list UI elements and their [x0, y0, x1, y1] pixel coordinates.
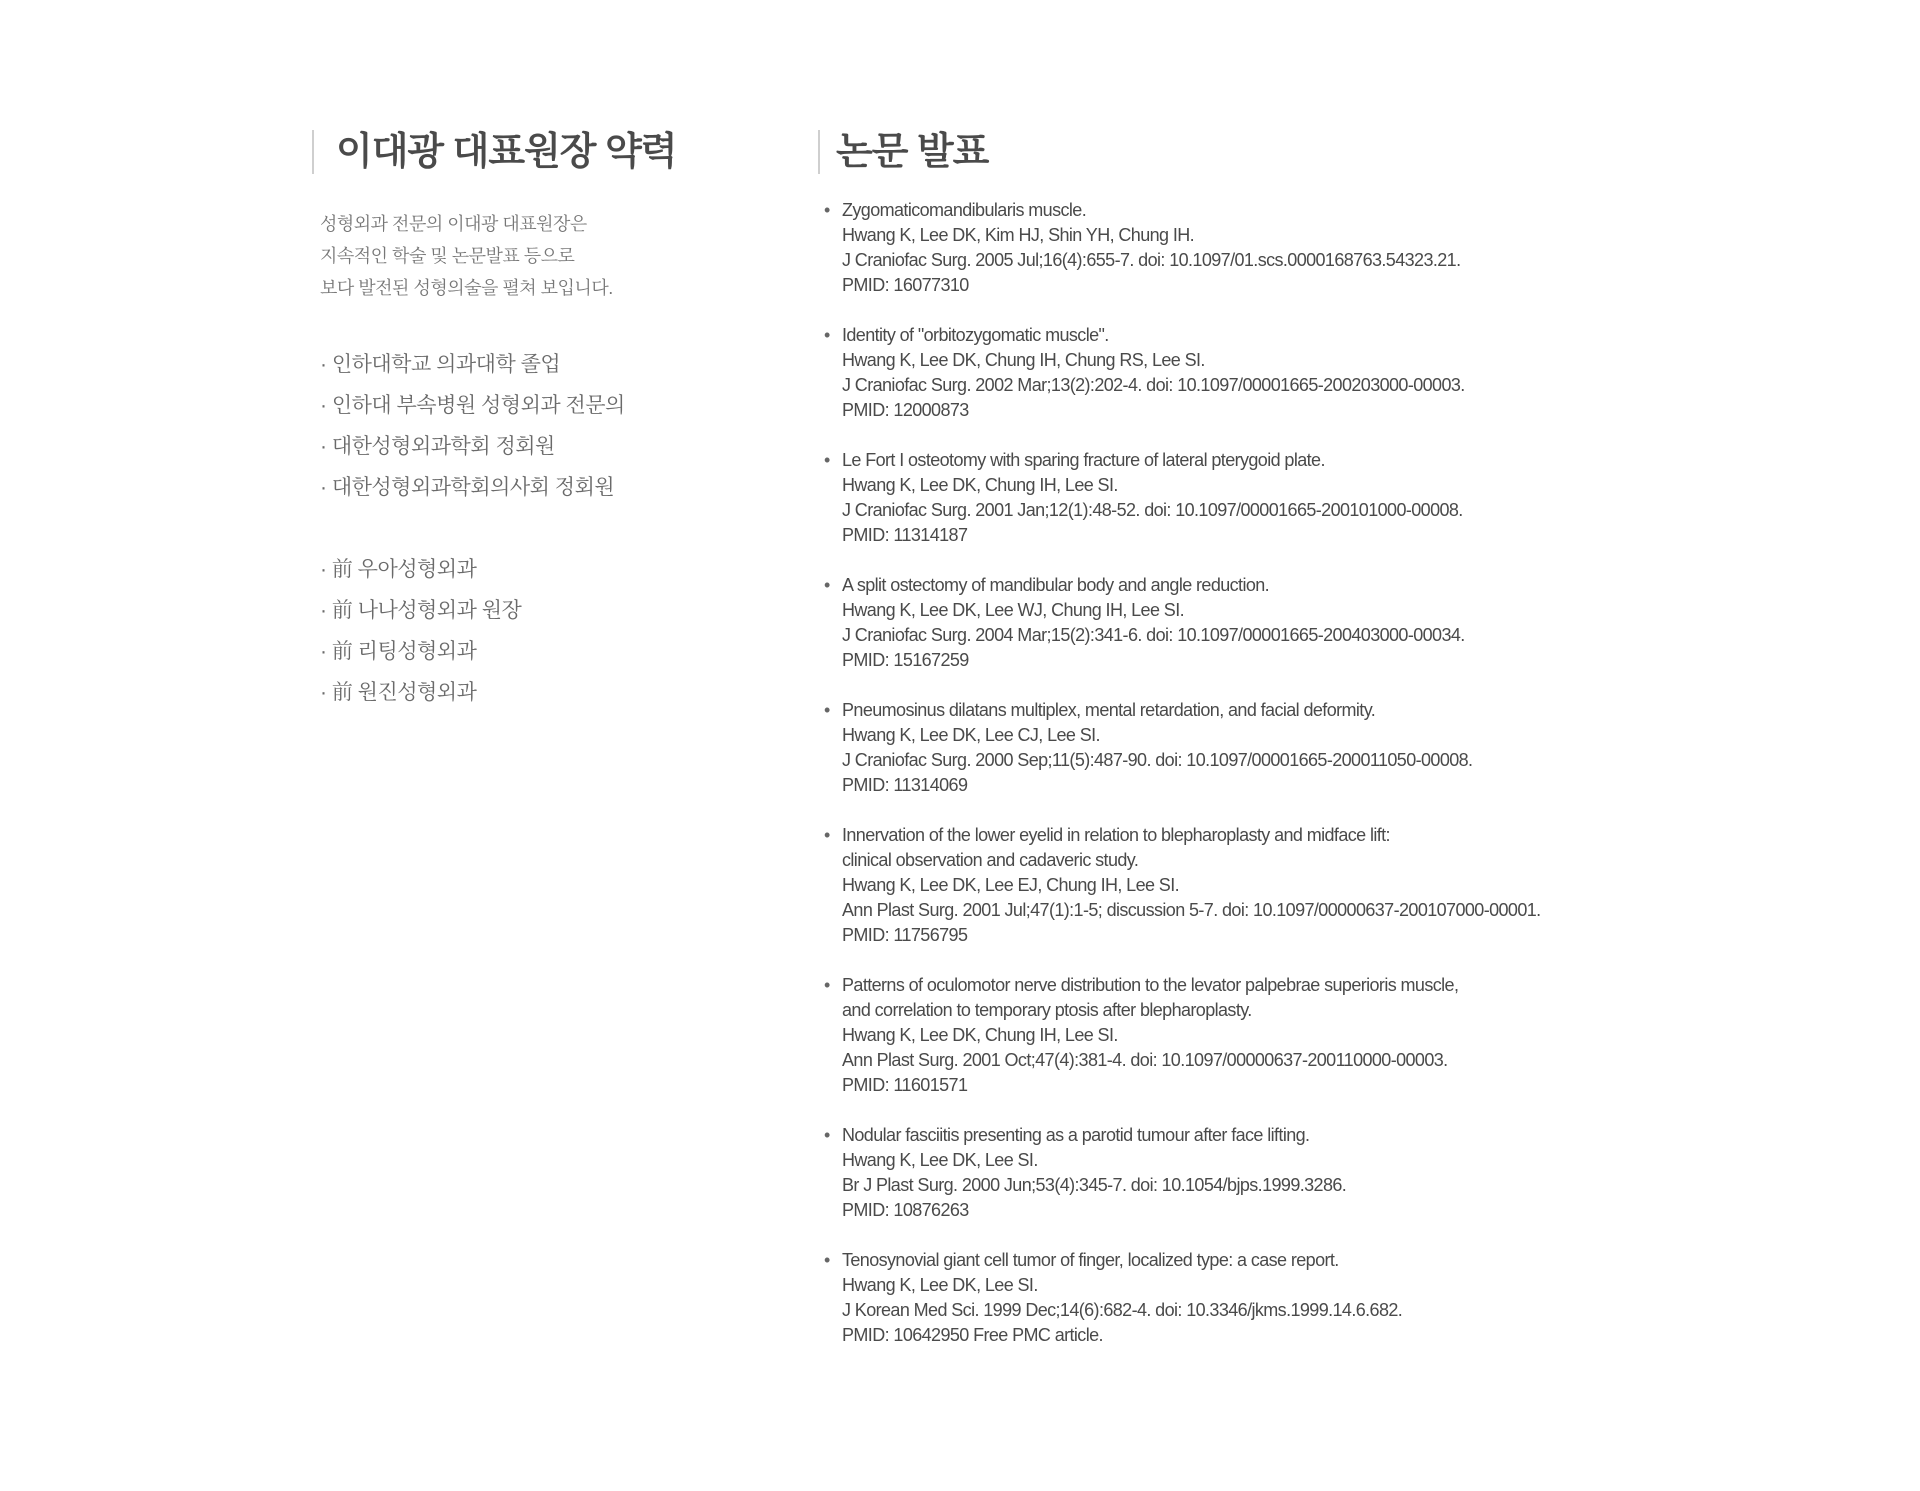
publication-item	[818, 448, 1818, 548]
publication-detail: J Craniofac Surg. 2000 Sep;11(5):487-90. doi: 10.1097/00001665-200011050-00008.	[842, 750, 1473, 770]
publication-item	[818, 1248, 1818, 1348]
publication-detail: PMID: 16077310	[842, 275, 969, 295]
career-item: · 인하대 부속병원 성형외과 전문의	[320, 394, 625, 417]
publication-detail: J Korean Med Sci. 1999 Dec;14(6):682-4. doi: 10.3346/jkms.1999.14.6.682.	[842, 1300, 1403, 1320]
publication-item	[818, 823, 1818, 948]
publication-detail: J Craniofac Surg. 2001 Jan;12(1):48-52. doi: 10.1097/00001665-200101000-00008.	[842, 500, 1463, 520]
publication-detail: PMID: 10876263	[842, 1200, 969, 1220]
career-item: · 인하대학교 의과대학 졸업	[320, 353, 561, 376]
publication-title: Patterns of oculomotor nerve distribution to the levator palpebrae superioris muscle,	[842, 975, 1459, 995]
career-item: · 前 나나성형외과 원장	[320, 599, 522, 622]
publication-detail: PMID: 15167259	[842, 650, 969, 670]
publications-title: 논문 발표	[818, 130, 1818, 174]
publication-detail: Hwang K, Lee DK, Kim HJ, Shin YH, Chung IH.	[842, 225, 1195, 245]
publication-detail: PMID: 11756795	[842, 925, 968, 945]
publication-detail: PMID: 11314187	[842, 525, 968, 545]
bullet-icon: •	[824, 1125, 830, 1145]
publication-detail: PMID: 11601571	[842, 1075, 968, 1095]
publication-title: A split ostectomy of mandibular body and angle reduction.	[842, 575, 1270, 595]
publication-detail: Hwang K, Lee DK, Chung IH, Lee SI.	[842, 475, 1118, 495]
publication-detail: PMID: 10642950 Free PMC article.	[842, 1325, 1103, 1345]
publication-title: Tenosynovial giant cell tumor of finger, localized type: a case report.	[842, 1250, 1339, 1270]
publication-item	[818, 573, 1818, 673]
publication-detail: Hwang K, Lee DK, Chung IH, Chung RS, Lee SI.	[842, 350, 1205, 370]
intro-line: 지속적인 학술 및 논문발표 등으로	[320, 246, 575, 266]
career-item: · 대한성형외과학회의사회 정회원	[320, 476, 615, 499]
bullet-icon: •	[824, 325, 830, 345]
publication-title: Pneumosinus dilatans multiplex, mental retardation, and facial deformity.	[842, 700, 1376, 720]
publication-title: Innervation of the lower eyelid in relation to blepharoplasty and midface lift:	[842, 825, 1390, 845]
publications-list	[818, 198, 1818, 1348]
publication-detail: Hwang K, Lee DK, Chung IH, Lee SI.	[842, 1025, 1118, 1045]
publication-detail: Hwang K, Lee DK, Lee SI.	[842, 1150, 1038, 1170]
publication-detail: Hwang K, Lee DK, Lee CJ, Lee SI.	[842, 725, 1100, 745]
publication-detail: PMID: 11314069	[842, 775, 968, 795]
bullet-icon: •	[824, 825, 830, 845]
bullet-icon: •	[824, 450, 830, 470]
career-item: · 前 리팅성형외과	[320, 640, 477, 663]
publication-detail: J Craniofac Surg. 2004 Mar;15(2):341-6. doi: 10.1097/00001665-200403000-00034.	[842, 625, 1465, 645]
bullet-icon: •	[824, 575, 830, 595]
publication-detail: Ann Plast Surg. 2001 Oct;47(4):381-4. doi: 10.1097/00000637-200110000-00003.	[842, 1050, 1448, 1070]
career-section	[312, 130, 772, 713]
publication-title: Identity of "orbitozygomatic muscle".	[842, 325, 1109, 345]
education-list	[312, 344, 772, 508]
publication-item	[818, 198, 1818, 298]
career-item: · 前 원진성형외과	[320, 681, 477, 704]
publication-detail: Hwang K, Lee DK, Lee EJ, Chung IH, Lee SI.	[842, 875, 1180, 895]
publication-detail: PMID: 12000873	[842, 400, 969, 420]
publication-detail: and correlation to temporary ptosis after blepharoplasty.	[842, 1000, 1252, 1020]
publication-detail: J Craniofac Surg. 2005 Jul;16(4):655-7. doi: 10.1097/01.scs.0000168763.54323.21.	[842, 250, 1461, 270]
career-item: · 대한성형외과학회 정회원	[320, 435, 555, 458]
career-intro	[312, 208, 772, 304]
publication-item	[818, 973, 1818, 1098]
former-positions-list	[312, 549, 772, 713]
publication-title: Zygomaticomandibularis muscle.	[842, 200, 1087, 220]
publication-item	[818, 1123, 1818, 1223]
publication-detail: Ann Plast Surg. 2001 Jul;47(1):1-5; discussion 5-7. doi: 10.1097/00000637-200107000-00001.	[842, 900, 1541, 920]
bullet-icon: •	[824, 1250, 830, 1270]
bullet-icon: •	[824, 700, 830, 720]
bullet-icon: •	[824, 200, 830, 220]
career-title: 이대광 대표원장 약력	[312, 130, 772, 174]
career-item: · 前 우아성형외과	[320, 558, 477, 581]
publication-detail: Br J Plast Surg. 2000 Jun;53(4):345-7. doi: 10.1054/bjps.1999.3286.	[842, 1175, 1347, 1195]
intro-line: 성형외과 전문의 이대광 대표원장은	[320, 214, 587, 234]
publication-title: Nodular fasciitis presenting as a parotid tumour after face lifting.	[842, 1125, 1310, 1145]
intro-line: 보다 발전된 성형의술을 펼쳐 보입니다.	[320, 278, 613, 298]
publication-detail: Hwang K, Lee DK, Lee SI.	[842, 1275, 1038, 1295]
publication-detail: J Craniofac Surg. 2002 Mar;13(2):202-4. doi: 10.1097/00001665-200203000-00003.	[842, 375, 1465, 395]
publication-detail: clinical observation and cadaveric study.	[842, 850, 1139, 870]
publication-detail: Hwang K, Lee DK, Lee WJ, Chung IH, Lee SI.	[842, 600, 1184, 620]
publication-item	[818, 698, 1818, 798]
publication-item	[818, 323, 1818, 423]
publication-title: Le Fort I osteotomy with sparing fracture of lateral pterygoid plate.	[842, 450, 1325, 470]
bullet-icon: •	[824, 975, 830, 995]
publications-section	[818, 130, 1818, 1373]
